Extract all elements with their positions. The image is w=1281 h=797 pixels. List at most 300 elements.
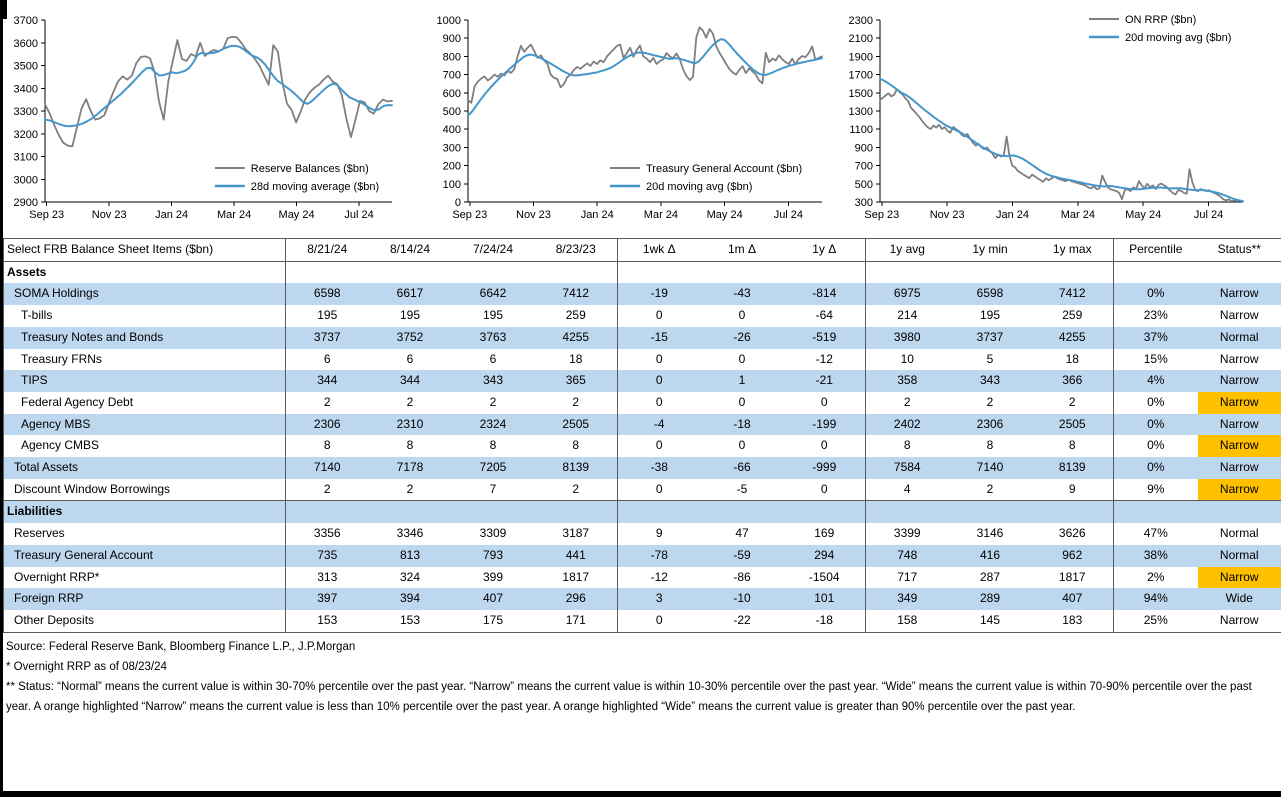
y-tick-label: 1000 bbox=[436, 15, 461, 27]
table-cell: -78 bbox=[618, 545, 701, 567]
table-cell: 441 bbox=[535, 545, 618, 567]
table-cell: 7205 bbox=[452, 457, 535, 479]
table-cell: 6642 bbox=[452, 283, 535, 305]
y-tick-label: 1900 bbox=[848, 51, 873, 64]
x-tick-label: May 24 bbox=[1125, 209, 1162, 221]
table-cell: 3752 bbox=[369, 327, 452, 349]
table-cell: -43 bbox=[701, 283, 784, 305]
table-cell: 2 bbox=[406, 394, 414, 409]
y-tick-label: 1700 bbox=[848, 69, 873, 82]
table-cell: -12 bbox=[618, 567, 701, 589]
legend-label: Treasury General Account ($bn) bbox=[646, 163, 803, 175]
table-cell: 0 bbox=[618, 349, 701, 371]
status-badge: Narrow bbox=[1198, 414, 1281, 436]
table-cell: 3146 bbox=[976, 526, 1004, 541]
column-header: 1y max bbox=[1032, 239, 1114, 262]
table-cell: 6598 bbox=[949, 283, 1032, 305]
table-cell: 735 bbox=[286, 545, 369, 567]
y-tick-label: 3200 bbox=[13, 128, 38, 141]
row-label: Other Deposits bbox=[14, 612, 95, 627]
row-label: Federal Agency Debt bbox=[21, 394, 134, 409]
row-label: Treasury FRNs bbox=[21, 351, 102, 366]
28d-moving-average-bn-line bbox=[45, 46, 392, 126]
status-badge: Normal bbox=[1219, 526, 1259, 541]
table-row bbox=[4, 305, 1281, 327]
table-cell: 195 bbox=[286, 305, 369, 327]
section-label: Assets bbox=[7, 264, 47, 279]
table-cell: 145 bbox=[979, 612, 1001, 627]
y-tick-label: 1500 bbox=[848, 87, 873, 100]
status-badge: Narrow bbox=[1198, 479, 1281, 501]
table-cell: 0% bbox=[1114, 435, 1198, 457]
y-tick-label: 500 bbox=[854, 178, 873, 191]
y-tick-label: 3000 bbox=[13, 174, 38, 187]
y-tick-label: 3600 bbox=[13, 37, 38, 50]
table-cell: 8 bbox=[572, 438, 580, 453]
table-cell bbox=[618, 261, 701, 283]
table-cell: 962 bbox=[1032, 545, 1114, 567]
x-tick-label: Sep 23 bbox=[864, 209, 900, 221]
legend-label: ON RRP ($bn) bbox=[1125, 14, 1197, 26]
y-tick-label: 200 bbox=[442, 160, 461, 173]
y-tick-label: 3700 bbox=[13, 15, 38, 27]
column-header: Percentile bbox=[1114, 239, 1198, 262]
table-cell: 2 bbox=[572, 394, 580, 409]
table-cell: -519 bbox=[784, 327, 866, 349]
row-label: Reserves bbox=[14, 526, 65, 541]
y-tick-label: 600 bbox=[442, 87, 461, 100]
table-cell: 748 bbox=[866, 545, 949, 567]
table-cell: 25% bbox=[1114, 610, 1198, 632]
table-cell bbox=[535, 261, 618, 283]
table-cell: 0 bbox=[618, 610, 701, 632]
y-tick-label: 500 bbox=[442, 106, 461, 118]
table-cell bbox=[1198, 261, 1281, 283]
x-tick-label: Mar 24 bbox=[216, 209, 252, 221]
table-cell: 4255 bbox=[535, 327, 618, 349]
table-cell: 8139 bbox=[1032, 457, 1114, 479]
table-cell: 397 bbox=[286, 588, 369, 610]
legend-label: Reserve Balances ($bn) bbox=[250, 163, 369, 175]
y-tick-label: 2100 bbox=[848, 33, 873, 46]
table-cell: 2 bbox=[866, 392, 949, 414]
table-cell: -18 bbox=[701, 414, 784, 436]
y-tick-label: 400 bbox=[442, 124, 461, 137]
table-cell: 3309 bbox=[479, 526, 507, 541]
status-badge: Narrow bbox=[1219, 351, 1259, 366]
table-cell: 1817 bbox=[562, 569, 590, 584]
table-cell: 0 bbox=[618, 479, 701, 501]
table-row bbox=[4, 457, 1281, 479]
y-tick-label: 0 bbox=[454, 197, 461, 209]
x-tick-label: Jul 24 bbox=[773, 209, 804, 221]
table-cell: 9 bbox=[1068, 481, 1076, 496]
table-cell bbox=[1032, 261, 1114, 283]
table-cell: 9 bbox=[618, 523, 701, 545]
table-cell: -5 bbox=[736, 481, 748, 496]
table-cell: 9% bbox=[1114, 479, 1198, 501]
table-cell: 94% bbox=[1114, 588, 1198, 610]
table-cell: -12 bbox=[815, 351, 833, 366]
table-cell: 1817 bbox=[1058, 569, 1086, 584]
column-header: 8/21/24 bbox=[286, 239, 369, 262]
table-cell: 47 bbox=[735, 526, 749, 541]
table-cell: 0 bbox=[738, 438, 746, 453]
legend-label: 20d moving avg ($bn) bbox=[646, 181, 753, 193]
table-cell bbox=[535, 501, 618, 523]
column-header: 1wk Δ bbox=[618, 239, 701, 262]
table-cell: 8139 bbox=[535, 457, 618, 479]
table-cell: 407 bbox=[452, 588, 535, 610]
table-cell: 6 bbox=[286, 349, 369, 371]
status-badge: Narrow bbox=[1198, 567, 1281, 589]
table-cell bbox=[866, 261, 949, 283]
rrp-asof-note: * Overnight RRP as of 08/23/24 bbox=[6, 660, 167, 673]
x-tick-label: Nov 23 bbox=[91, 209, 127, 221]
table-cell: 366 bbox=[1032, 370, 1114, 392]
table-row bbox=[4, 545, 1281, 567]
table-cell: 793 bbox=[452, 545, 535, 567]
x-tick-label: Jan 24 bbox=[580, 209, 614, 221]
y-tick-label: 100 bbox=[442, 178, 461, 191]
table-cell: 3356 bbox=[286, 523, 369, 545]
table-cell: 0 bbox=[738, 351, 746, 366]
table-cell: 0 bbox=[618, 435, 701, 457]
y-tick-label: 3400 bbox=[13, 83, 38, 96]
column-header: 8/14/24 bbox=[369, 239, 452, 262]
y-tick-label: 1100 bbox=[849, 124, 873, 137]
table-cell: 2 bbox=[986, 481, 994, 496]
table-cell: 358 bbox=[866, 370, 949, 392]
table-cell: 365 bbox=[535, 370, 618, 392]
table-cell: -15 bbox=[618, 327, 701, 349]
table-cell: 0 bbox=[820, 481, 828, 496]
table-cell: 3737 bbox=[949, 327, 1032, 349]
on-rrp-chart bbox=[845, 6, 1281, 238]
table-cell: 2 bbox=[286, 479, 369, 501]
table-cell: 0 bbox=[618, 370, 701, 392]
table-cell: 0 bbox=[738, 394, 746, 409]
x-tick-label: Sep 23 bbox=[452, 209, 488, 221]
table-cell bbox=[286, 501, 369, 523]
x-tick-label: May 24 bbox=[278, 209, 315, 221]
y-tick-label: 900 bbox=[442, 33, 461, 46]
table-cell: 7584 bbox=[866, 457, 949, 479]
table-cell: 2 bbox=[406, 481, 414, 496]
table-cell: -66 bbox=[701, 457, 784, 479]
x-tick-label: Jul 24 bbox=[344, 209, 374, 221]
status-definition-note: ** Status: “Normal” means the current value is within 30-70% percentile over the past year. “Narrow” means the current value is within 10-30% percentile over the past year. “Wide” means the current value is within 70-90% percentile over the past year. A orange highlighted “Narrow” means the current value is less than 10% percentile over the past year. A orange highlighted “Wide” means the current value is greater than 90% percentile over the past year. bbox=[6, 680, 1252, 713]
table-row bbox=[4, 414, 1281, 436]
table-cell bbox=[452, 261, 535, 283]
table-cell: 324 bbox=[399, 569, 421, 584]
table-cell: -38 bbox=[618, 457, 701, 479]
table-cell: -814 bbox=[784, 283, 866, 305]
status-badge: Wide bbox=[1198, 588, 1281, 610]
table-cell: 4% bbox=[1114, 370, 1198, 392]
status-badge: Narrow bbox=[1198, 435, 1281, 457]
table-cell: 0 bbox=[738, 308, 746, 323]
table-cell: 195 bbox=[399, 308, 421, 323]
20d-moving-avg-bn-line bbox=[468, 39, 822, 115]
table-cell: 294 bbox=[784, 545, 866, 567]
table-cell: -26 bbox=[701, 327, 784, 349]
table-cell: 15% bbox=[1114, 349, 1198, 371]
table-row bbox=[4, 523, 1281, 545]
y-tick-label: 300 bbox=[854, 197, 873, 209]
x-tick-label: Jan 24 bbox=[995, 209, 1030, 221]
table-cell: -199 bbox=[784, 414, 866, 436]
row-label: Agency MBS bbox=[4, 414, 286, 436]
table-cell: 101 bbox=[784, 588, 866, 610]
table-cell: 18 bbox=[1065, 351, 1079, 366]
table-row bbox=[4, 567, 1281, 589]
table-row bbox=[4, 283, 1281, 305]
table-cell bbox=[369, 261, 452, 283]
table-header-row bbox=[4, 239, 1281, 262]
table-cell: 2402 bbox=[866, 414, 949, 436]
table-cell: 344 bbox=[286, 370, 369, 392]
y-tick-label: 700 bbox=[854, 160, 873, 173]
y-tick-label: 2300 bbox=[848, 15, 873, 27]
table-cell: 2306 bbox=[286, 414, 369, 436]
source-note: Source: Federal Reserve Bank, Bloomberg Finance L.P., J.P.Morgan bbox=[6, 640, 356, 653]
table-cell bbox=[369, 501, 452, 523]
table-cell: -999 bbox=[784, 457, 866, 479]
status-badge: Narrow bbox=[1219, 308, 1259, 323]
table-cell: 2 bbox=[286, 392, 369, 414]
table-cell: 3346 bbox=[396, 526, 424, 541]
table-cell: 2 bbox=[986, 394, 994, 409]
status-badge: Narrow bbox=[1219, 612, 1259, 627]
table-cell: 195 bbox=[482, 308, 504, 323]
table-cell: 38% bbox=[1114, 545, 1198, 567]
table-cell: 0 bbox=[618, 392, 701, 414]
status-badge: Narrow bbox=[1198, 283, 1281, 305]
x-tick-label: Mar 24 bbox=[1060, 209, 1095, 221]
table-cell bbox=[949, 261, 1032, 283]
column-header: 1y min bbox=[949, 239, 1032, 262]
table-title-header: Select FRB Balance Sheet Items ($bn) bbox=[4, 239, 286, 262]
table-cell: 7412 bbox=[535, 283, 618, 305]
status-badge: Narrow bbox=[1198, 457, 1281, 479]
table-cell: 349 bbox=[866, 588, 949, 610]
status-badge: Narrow bbox=[1198, 370, 1281, 392]
row-label: TIPS bbox=[4, 370, 286, 392]
table-cell: 0% bbox=[1114, 283, 1198, 305]
table-row bbox=[4, 327, 1281, 349]
table-cell: 289 bbox=[949, 588, 1032, 610]
table-cell: 6 bbox=[406, 351, 414, 366]
column-header: 1m Δ bbox=[701, 239, 784, 262]
table-cell: 0 bbox=[820, 394, 828, 409]
table-cell: 2505 bbox=[535, 414, 618, 436]
column-header: 1y avg bbox=[866, 239, 949, 262]
corner-notch bbox=[3, 0, 7, 19]
table-cell: 8 bbox=[866, 435, 949, 457]
table-cell: 169 bbox=[814, 526, 835, 541]
table-cell: 4 bbox=[866, 479, 949, 501]
table-cell: 18 bbox=[569, 351, 583, 366]
table-row bbox=[4, 479, 1281, 501]
table-cell: 717 bbox=[866, 567, 949, 589]
table-cell: 6 bbox=[489, 351, 497, 366]
table-cell: -4 bbox=[618, 414, 701, 436]
table-row bbox=[4, 588, 1281, 610]
legend-label: 20d moving avg ($bn) bbox=[1125, 32, 1232, 44]
table-cell: 8 bbox=[406, 438, 414, 453]
table-cell: -19 bbox=[618, 283, 701, 305]
table-cell: 2310 bbox=[369, 414, 452, 436]
column-header: 8/23/23 bbox=[535, 239, 618, 262]
table-cell: 2505 bbox=[1032, 414, 1114, 436]
table-cell: 0% bbox=[1114, 392, 1198, 414]
table-cell: 7178 bbox=[369, 457, 452, 479]
table-cell bbox=[1032, 501, 1114, 523]
table-cell: -1504 bbox=[808, 569, 840, 584]
table-cell: 158 bbox=[866, 610, 949, 632]
y-tick-label: 3300 bbox=[13, 106, 38, 118]
y-tick-label: 1300 bbox=[848, 106, 873, 118]
table-cell: 2306 bbox=[949, 414, 1032, 436]
table-cell: 0 bbox=[618, 305, 701, 327]
table-row bbox=[4, 349, 1281, 371]
table-cell: 0% bbox=[1114, 414, 1198, 436]
x-tick-label: Sep 23 bbox=[29, 209, 65, 221]
table-cell: 313 bbox=[286, 567, 369, 589]
row-label: Discount Window Borrowings bbox=[14, 481, 171, 496]
row-label: SOMA Holdings bbox=[4, 283, 286, 305]
x-tick-label: May 24 bbox=[706, 209, 743, 221]
section-row bbox=[4, 261, 1281, 283]
table-cell: -22 bbox=[733, 612, 751, 627]
table-cell: -86 bbox=[733, 569, 751, 584]
table-cell: 153 bbox=[286, 610, 369, 632]
table-cell: 3980 bbox=[866, 327, 949, 349]
table-cell bbox=[618, 501, 701, 523]
table-cell: 3763 bbox=[452, 327, 535, 349]
table-cell: 8 bbox=[286, 435, 369, 457]
y-tick-label: 3500 bbox=[13, 60, 38, 73]
table-row bbox=[4, 610, 1281, 632]
table-cell: -21 bbox=[784, 370, 866, 392]
table-cell: 287 bbox=[979, 569, 1001, 584]
charts-row bbox=[3, 0, 1281, 238]
table-cell: 6598 bbox=[286, 283, 369, 305]
y-tick-label: 900 bbox=[854, 142, 873, 155]
x-tick-label: Mar 24 bbox=[643, 209, 679, 221]
table-cell: 416 bbox=[949, 545, 1032, 567]
table-cell: 6617 bbox=[369, 283, 452, 305]
on-rrp-bn-line bbox=[880, 89, 1243, 201]
table-cell: 3626 bbox=[1058, 526, 1086, 541]
table-cell: 2 bbox=[572, 481, 580, 496]
row-label: Total Assets bbox=[4, 457, 286, 479]
table-cell bbox=[701, 501, 784, 523]
table-row bbox=[4, 392, 1281, 414]
reserve-balances-bn-line bbox=[45, 37, 392, 147]
treasury-general-account-bn-line bbox=[468, 27, 822, 103]
table-cell: 407 bbox=[1032, 588, 1114, 610]
table-cell: 344 bbox=[369, 370, 452, 392]
table-cell: 1 bbox=[701, 370, 784, 392]
table-cell bbox=[452, 501, 535, 523]
status-badge: Normal bbox=[1198, 327, 1281, 349]
table-cell: 214 bbox=[866, 305, 949, 327]
table-cell bbox=[784, 501, 866, 523]
table-cell bbox=[1114, 501, 1198, 523]
column-header: 7/24/24 bbox=[452, 239, 535, 262]
footnotes bbox=[3, 633, 1281, 717]
table-cell: 171 bbox=[565, 612, 586, 627]
table-cell: 343 bbox=[452, 370, 535, 392]
row-label: T-bills bbox=[21, 308, 53, 323]
table-cell: 8 bbox=[489, 438, 497, 453]
table-cell: 175 bbox=[482, 612, 504, 627]
row-label: Treasury Notes and Bonds bbox=[4, 327, 286, 349]
table-cell: 343 bbox=[949, 370, 1032, 392]
table-row bbox=[4, 370, 1281, 392]
y-tick-label: 3100 bbox=[13, 151, 38, 164]
table-cell: 259 bbox=[565, 308, 586, 323]
table-cell: 195 bbox=[979, 308, 1001, 323]
table-cell: 23% bbox=[1114, 305, 1198, 327]
table-cell bbox=[701, 261, 784, 283]
legend-label: 28d moving average ($bn) bbox=[250, 181, 380, 193]
table-cell: 399 bbox=[482, 569, 504, 584]
table-cell: 2 bbox=[1068, 394, 1076, 409]
row-label: Overnight RRP* bbox=[14, 569, 100, 584]
table-cell bbox=[1198, 501, 1281, 523]
table-cell: 3187 bbox=[562, 526, 590, 541]
row-label: Treasury General Account bbox=[4, 545, 286, 567]
table-cell: 7140 bbox=[949, 457, 1032, 479]
table-cell: 7 bbox=[489, 481, 497, 496]
x-tick-label: Jan 24 bbox=[155, 209, 189, 221]
x-tick-label: Nov 23 bbox=[516, 209, 551, 221]
table-cell: 2% bbox=[1114, 567, 1198, 589]
table-cell: 813 bbox=[369, 545, 452, 567]
table-cell: 3399 bbox=[866, 523, 949, 545]
reserve-balances-chart bbox=[8, 6, 432, 238]
table-cell bbox=[784, 261, 866, 283]
table-cell: 8 bbox=[986, 438, 994, 453]
table-cell: 10 bbox=[866, 349, 949, 371]
table-cell bbox=[1114, 261, 1198, 283]
x-tick-label: Jul 24 bbox=[1193, 209, 1224, 221]
table-cell: 259 bbox=[1062, 308, 1083, 323]
table-cell: 7412 bbox=[1032, 283, 1114, 305]
table-cell: -59 bbox=[701, 545, 784, 567]
y-tick-label: 300 bbox=[442, 142, 461, 155]
table-cell: 47% bbox=[1114, 523, 1198, 545]
section-row bbox=[4, 501, 1281, 523]
table-cell: 3 bbox=[618, 588, 701, 610]
row-label: Agency CMBS bbox=[21, 438, 100, 453]
table-cell: -10 bbox=[701, 588, 784, 610]
table-cell: 2324 bbox=[452, 414, 535, 436]
frb-balance-sheet-table bbox=[3, 238, 1281, 633]
table-row bbox=[4, 435, 1281, 457]
table-cell: 153 bbox=[399, 612, 421, 627]
table-cell: 37% bbox=[1114, 327, 1198, 349]
table-cell: -18 bbox=[815, 612, 833, 627]
x-tick-label: Nov 23 bbox=[929, 209, 965, 221]
table-cell bbox=[949, 501, 1032, 523]
section-label: Liabilities bbox=[4, 501, 286, 523]
table-cell: -64 bbox=[815, 308, 833, 323]
table-cell: 0% bbox=[1114, 457, 1198, 479]
